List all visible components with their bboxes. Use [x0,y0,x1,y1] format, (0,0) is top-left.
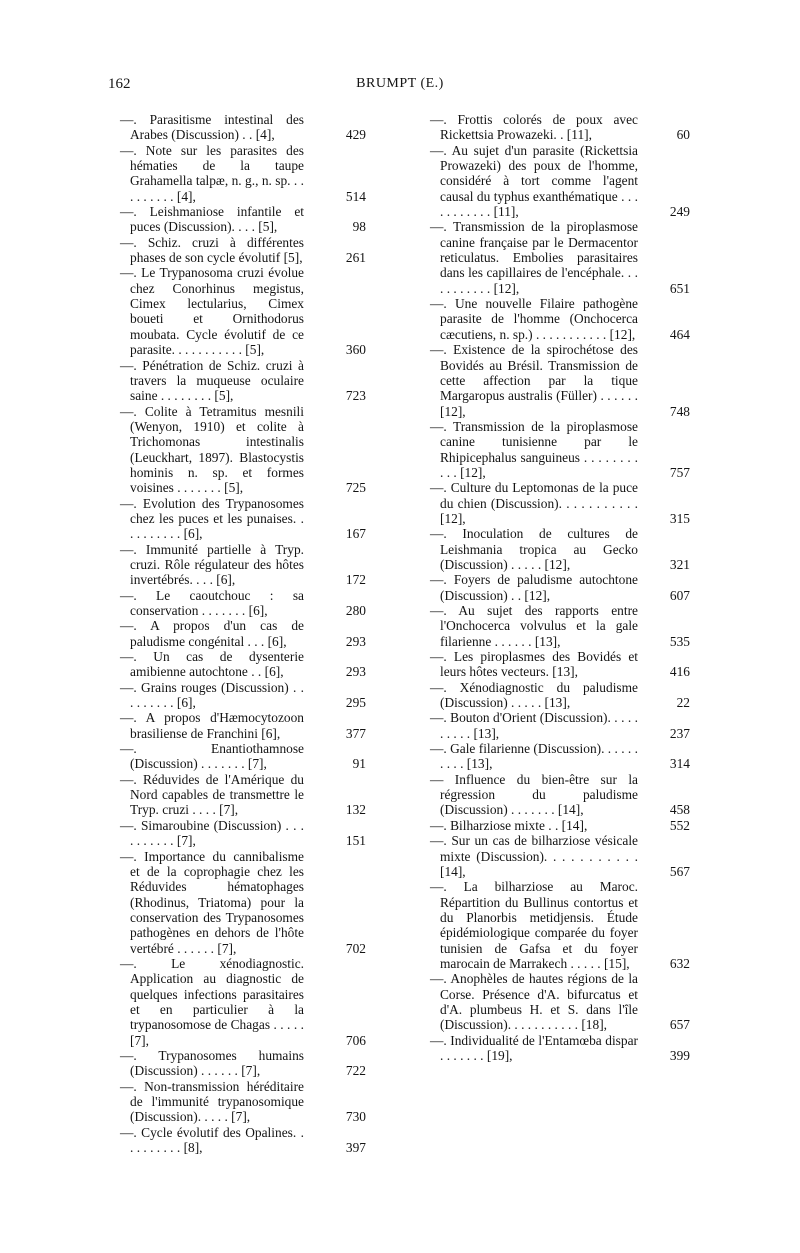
entry-page: 360 [345,342,366,358]
entry-page: 535 [669,633,690,649]
entry-page: 464 [669,326,690,342]
entry-text: —. Frottis colorés de poux avec Rickettsia Prowazeki. . [11], [430,112,638,143]
entry-page: 725 [345,480,366,496]
entry-page: 91 [352,756,366,772]
entry-page: 22 [676,695,690,711]
entry-text: —. Leishmaniose infantile et puces (Discussion). . . . [5], [120,204,304,235]
index-entry [430,649,690,680]
entry-page: 167 [345,526,366,542]
entry-text: —. Transmission de la piroplasmose canine française par le Dermacentor reticulatus. Embolies parasitaires dans les capillaires de l'encéphale. . . . . . . . . . . [12], [430,219,638,296]
entry-text: —. Au sujet d'un parasite (Rickettsia Prowazeki) des poux de l'homme, considéré à tort comme l'agent causal du typhus exanthématique . . . . . . . . . . . [11], [430,142,638,220]
entry-text: —. Simaroubine (Discussion) . . . . . . . . . . [7], [120,817,304,849]
index-entry [120,235,366,266]
entry-text: —. Evolution des Trypanosomes chez les puces et les punaises. . . . . . . . . . [6], [120,495,304,542]
index-entry [430,419,690,480]
entry-text: —. A propos d'un cas de paludisme congénital . . . [6], [120,618,304,649]
index-entry [430,710,690,741]
entry-page: 60 [676,127,690,143]
entry-page: 416 [669,664,690,680]
index-entry [430,572,690,603]
index-entry [120,772,366,818]
entry-text: —. Existence de la spirochétose des Bovidés au Brésil. Transmission de cette affection par la tique Margaropus australis (Füller) . . . . . . [12], [430,342,638,419]
entry-text: —. A propos d'Hæmocytozoon brasiliense de Franchini [6], [120,710,304,741]
entry-text: —. Une nouvelle Filaire pathogène parasite de l'homme (Onchocerca cæcutiens, n. sp.) . . . . . . . . . . . [12], [430,296,638,342]
entry-text: —. Trypanosomes humains (Discussion) . . . . . . [7], [120,1047,304,1079]
index-entry [120,588,366,619]
entry-page: 293 [345,664,366,680]
entry-page: 730 [345,1109,366,1125]
index-entry [120,143,366,204]
entry-text: —. Foyers de paludisme autochtone (Discussion) . . [12], [430,572,638,603]
entry-text: —. Cycle évolutif des Opalines. . . . . . . . . . [8], [120,1124,304,1156]
index-entry [430,480,690,526]
entry-text: —. Non-transmission héréditaire de l'immunité trypanosomique (Discussion). . . . . [7], [120,1078,304,1125]
page-number: 162 [108,76,131,92]
entry-text: —. Xénodiagnostic du paludisme (Discussion) . . . . . [13], [430,679,638,711]
entry-page: 151 [345,833,366,849]
index-entry [120,956,366,1048]
entry-text: —. Inoculation de cultures de Leishmania tropica au Gecko (Discussion) . . . . . [12], [430,526,638,572]
entry-page: 314 [669,756,690,772]
index-entry [120,618,366,649]
index-entry [430,143,690,220]
index-entry [120,1125,366,1156]
index-entry [430,112,690,143]
running-title: BRUMPT (E.) [356,76,444,91]
index-entry [120,1079,366,1125]
index-entry [430,296,690,342]
entry-text: —. Un cas de dysenterie amibienne autochtone . . [6], [120,649,304,680]
entry-page: 706 [345,1032,366,1048]
entry-text: —. Le caoutchouc : sa conservation . . . . . . . [6], [120,587,304,618]
entry-text: — Influence du bien-être sur la régression du paludisme (Discussion) . . . . . . . [14], [430,771,638,818]
entry-text: —. Bilharziose mixte . . [14], [430,817,588,833]
entry-text: —. Parasitisme intestinal des Arabes (Discussion) . . [4], [120,112,304,143]
index-entry [430,772,690,818]
entry-page: 399 [669,1047,690,1063]
entry-text: —. La bilharziose au Maroc. Répartition du Bullinus contortus et du Planorbis metidjensis. Étude épidémiologique comparée du foyer tunisien de Gafsa et du foyer marocain de Marrakech . . . . . [15], [430,879,638,971]
entry-text: —. Les piroplasmes des Bovidés et leurs hôtes vecteurs. [13], [430,649,638,680]
index-entry [120,710,366,741]
entry-page: 657 [669,1017,690,1033]
index-entry [430,833,690,879]
entry-page: 722 [345,1063,366,1079]
index-entry [430,603,690,649]
left-column [120,112,366,1155]
entry-page: 514 [345,188,366,204]
entry-page: 249 [669,204,690,220]
entry-page: 237 [669,725,690,741]
entry-text: —. Note sur les parasites des hématies de la taupe Grahamella talpæ, n. g., n. sp. . . . . . . . . . [4], [120,142,304,204]
entry-page: 723 [345,388,366,404]
index-entry [430,818,690,833]
entry-text: —. Individualité de l'Entamœba dispar . . . . . . . [19], [430,1032,638,1063]
entry-page: 632 [669,955,690,971]
index-entry [430,879,690,971]
entry-page: 429 [345,127,366,143]
entry-text: —. Gale filarienne (Discussion). . . . . . . . . . [13], [430,741,638,772]
entry-text: —. Colite à Tetramitus mesnili (Wenyon, 1910) et colite à Trichomonas intestinalis (Leuckhart, 1897). Blastocystis hominis n. sp. et formes voisines . . . . . . . [5], [120,403,304,496]
index-entry [120,358,366,404]
entry-page: 295 [345,695,366,711]
entry-page: 607 [669,587,690,603]
entry-page: 377 [345,725,366,741]
entry-page: 458 [669,802,690,818]
index-entry [430,526,690,572]
entry-text: —. Au sujet des rapports entre l'Onchocerca volvulus et la gale filarienne . . . . . . [13], [430,603,638,649]
entry-text: —. Anophèles de hautes régions de la Corse. Présence d'A. bifurcatus et d'A. plumbeus H. et S. dans l'île (Discussion). . . . . . . . . . . [18], [430,971,638,1033]
entry-text: —. Pénétration de Schiz. cruzi à travers la muqueuse oculaire saine . . . . . . . . [5], [120,357,304,404]
entry-text: —. Sur un cas de bilharziose vésicale mixte (Discussion). . . . . . . . . . . [14], [430,833,638,879]
index-entry [120,496,366,542]
entry-text: —. Culture du Leptomonas de la puce du chien (Discussion). . . . . . . . . . . [12], [430,480,638,526]
index-entry [120,404,366,496]
entry-page: 280 [345,603,366,618]
index-entry [430,680,690,711]
entry-page: 172 [345,572,366,588]
index-entry [120,649,366,680]
right-column [430,112,690,1063]
entry-page: 748 [669,403,690,419]
index-entry [430,342,690,419]
entry-text: —. Réduvides de l'Amérique du Nord capables de transmettre le Tryp. cruzi . . . . [7], [120,771,304,818]
entry-page: 702 [345,940,366,956]
entry-text: —. Bouton d'Orient (Discussion). . . . . . . . . . [13], [430,710,638,741]
entry-text: —. Transmission de la piroplasmose canine tunisienne par le Rhipicephalus sanguineus . . . . . . . . . . . [12], [430,418,638,480]
entry-text: —. Le xénodiagnostic. Application au diagnostic de quelques infections parasitaires et en particulier à la trypanosomose de Chagas . . . . . [7], [120,955,304,1048]
entry-page: 98 [352,219,366,235]
entry-page: 397 [345,1140,366,1156]
index-entry [120,818,366,849]
entry-text: —. Importance du cannibalisme et de la coprophagie chez les Réduvides hématophages (Rhodinus, Triatoma) pour la conservation des Trypanosomes pathogènes en dehors de l'hôte vertébré . . . . . . [7], [120,848,304,956]
entry-page: 293 [345,633,366,649]
index-entry [120,204,366,235]
entry-page: 261 [345,250,366,266]
entry-text: —. Grains rouges (Discussion) . . . . . . . . . [6], [120,679,304,711]
index-entry [120,680,366,711]
index-entry [120,265,366,357]
entry-text: —. Le Trypanosoma cruzi évolue chez Conorhinus megistus, Cimex lectularius, Cimex boueti et Ornithodorus moubata. Cycle évolutif de ce parasite. . . . . . . . . . . [5], [120,265,304,358]
index-entry [120,542,366,588]
entry-page: 315 [669,510,690,526]
index-entry [430,1033,690,1064]
index-entry [120,849,366,956]
index-entry [430,219,690,296]
entry-page: 132 [345,802,366,818]
index-entry [120,112,366,143]
entry-page: 757 [669,464,690,480]
entry-text: —. Immunité partielle à Tryp. cruzi. Rôle régulateur des hôtes invertébrés. . . . [6], [120,541,304,588]
entry-page: 552 [669,817,690,833]
index-entry [430,971,690,1032]
entry-text: —. Enantiothamnose (Discussion) . . . . . . . [7], [120,741,304,772]
index-entry [120,1048,366,1079]
entry-text: —. Schiz. cruzi à différentes phases de son cycle évolutif [5], [120,234,304,266]
index-entry [120,741,366,772]
entry-page: 651 [669,280,690,296]
index-entry [430,741,690,772]
entry-page: 321 [669,556,690,572]
entry-page: 567 [669,863,690,879]
